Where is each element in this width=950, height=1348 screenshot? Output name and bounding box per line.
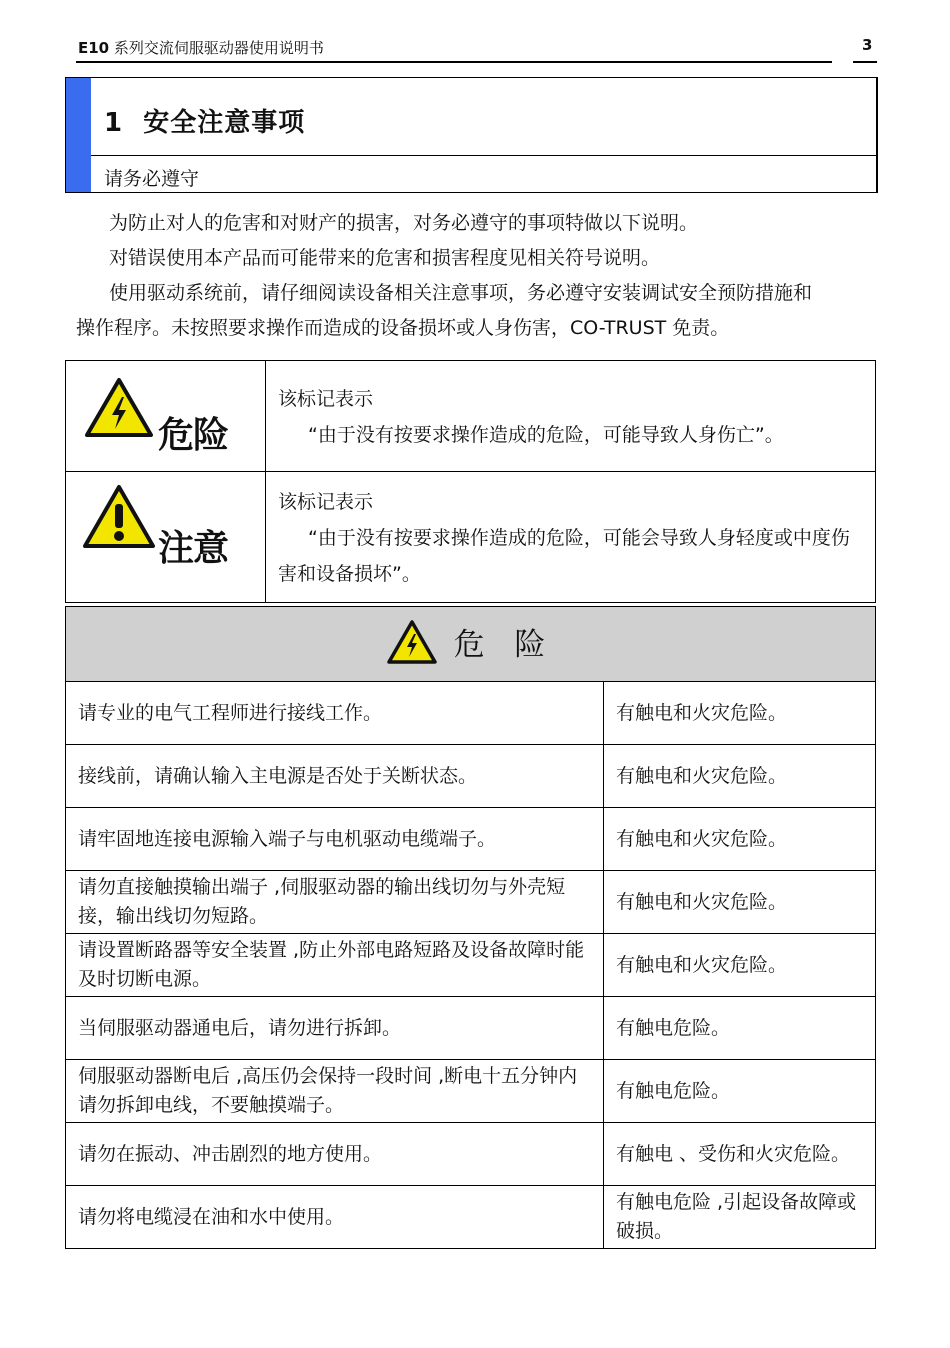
intro-paragraph-3: 使用驱动系统前，请仔细阅读设备相关注意事项，务必遵守安装调试安全预防措施和 操作程序。未按照要求操作而造成的设备损坏或人身伤害，CO-TRUST 免责。 bbox=[76, 282, 813, 339]
header-rule bbox=[76, 61, 832, 63]
danger-risk: 有触电和火灾危险。 bbox=[604, 682, 876, 745]
document-title: 系列交流伺服驱动器使用说明书 bbox=[113, 39, 324, 57]
danger-item: 伺服驱动器断电后 ,高压仍会保持一段时间 ,断电十五分钟内请勿拆卸电线，不要触摸端子。 bbox=[66, 1060, 604, 1123]
section-heading-box bbox=[65, 77, 878, 193]
table-row bbox=[66, 934, 876, 997]
danger-item: 请牢固地连接电源输入端子与电机驱动电缆端子。 bbox=[66, 808, 604, 871]
danger-item: 请勿直接触摸输出端子 ,伺服驱动器的输出线切勿与外壳短接，输出线切勿短路。 bbox=[66, 871, 604, 934]
symbol-description-danger: “由于没有按要求操作造成的危险，可能导致人身伤亡”。 bbox=[308, 424, 784, 446]
danger-risk: 有触电 、受伤和火灾危险。 bbox=[604, 1123, 876, 1186]
document-header-title bbox=[78, 37, 324, 58]
danger-item: 请勿在振动、冲击剧烈的地方使用。 bbox=[66, 1123, 604, 1186]
danger-risk: 有触电和火灾危险。 bbox=[604, 871, 876, 934]
danger-risk: 有触电危险。 bbox=[604, 1060, 876, 1123]
page-number: 3 bbox=[862, 36, 873, 54]
high-voltage-warning-icon bbox=[386, 619, 438, 665]
symbol-row-danger bbox=[66, 361, 876, 472]
table-row bbox=[66, 1186, 876, 1249]
danger-table-header bbox=[66, 607, 876, 682]
section-subtitle: 请务必遵守 bbox=[104, 168, 200, 190]
high-voltage-warning-icon bbox=[84, 377, 154, 439]
danger-table-title: 危 险 bbox=[453, 627, 556, 663]
symbol-description-caution: “由于没有按要求操作造成的危险，可能会导致人身轻度或中度伤害和设备损坏”。 bbox=[278, 527, 850, 585]
danger-risk: 有触电危险。 bbox=[604, 997, 876, 1060]
table-row bbox=[66, 871, 876, 934]
danger-table bbox=[65, 606, 876, 1249]
danger-item: 请专业的电气工程师进行接线工作。 bbox=[66, 682, 604, 745]
symbol-label-danger: 危险 bbox=[158, 415, 229, 456]
table-row bbox=[66, 682, 876, 745]
symbol-desc-danger bbox=[266, 361, 876, 472]
symbol-cell-danger bbox=[66, 361, 266, 472]
danger-risk: 有触电危险 ,引起设备故障或破损。 bbox=[604, 1186, 876, 1249]
table-row bbox=[66, 1060, 876, 1123]
section-accent-bar bbox=[66, 78, 91, 192]
symbol-row-caution bbox=[66, 472, 876, 603]
symbol-heading-danger: 该标记表示 bbox=[278, 388, 374, 410]
danger-risk: 有触电和火灾危险。 bbox=[604, 808, 876, 871]
intro-paragraph-1: 为防止对人的危害和对财产的损害，对务必遵守的事项特做以下说明。 bbox=[109, 212, 699, 234]
table-row bbox=[66, 808, 876, 871]
symbol-cell-caution bbox=[66, 472, 266, 603]
document-code: E10 bbox=[78, 39, 110, 57]
table-row bbox=[66, 1123, 876, 1186]
symbol-desc-caution bbox=[266, 472, 876, 603]
symbol-label-caution: 注意 bbox=[158, 528, 229, 569]
danger-item: 接线前，请确认输入主电源是否处于关断状态。 bbox=[66, 745, 604, 808]
header-rule-page bbox=[853, 61, 877, 63]
danger-item: 请设置断路器等安全装置 ,防止外部电路短路及设备故障时能及时切断电源。 bbox=[66, 934, 604, 997]
intro-paragraph-2: 对错误使用本产品而可能带来的危害和损害程度见相关符号说明。 bbox=[109, 247, 661, 269]
danger-risk: 有触电和火灾危险。 bbox=[604, 745, 876, 808]
exclamation-warning-icon bbox=[82, 484, 156, 550]
symbol-legend-table bbox=[65, 360, 876, 603]
danger-item: 请勿将电缆浸在油和水中使用。 bbox=[66, 1186, 604, 1249]
section-divider bbox=[91, 155, 876, 156]
table-row bbox=[66, 745, 876, 808]
danger-header-cell bbox=[66, 607, 876, 682]
danger-item: 当伺服驱动器通电后，请勿进行拆卸。 bbox=[66, 997, 604, 1060]
section-title: 1 安全注意事项 bbox=[104, 108, 306, 138]
table-row bbox=[66, 997, 876, 1060]
danger-risk: 有触电和火灾危险。 bbox=[604, 934, 876, 997]
symbol-heading-caution: 该标记表示 bbox=[278, 491, 374, 513]
